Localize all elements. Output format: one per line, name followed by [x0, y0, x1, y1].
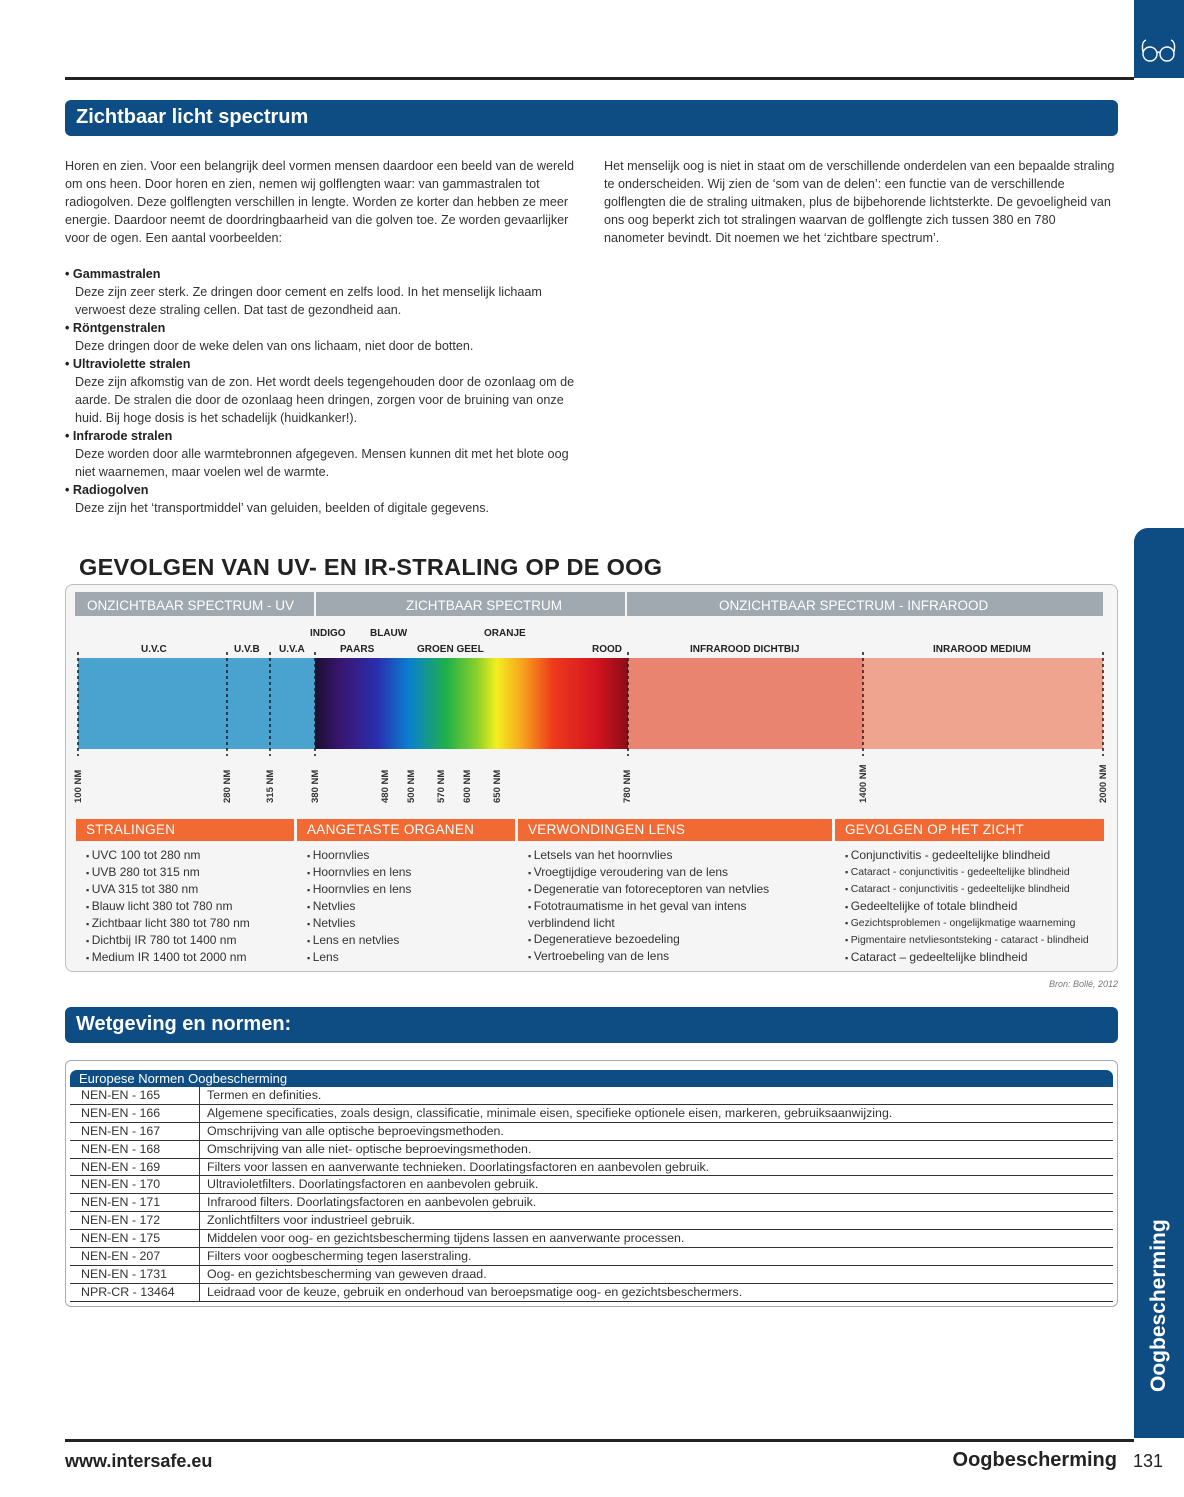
- effects-column-organen: [297, 819, 515, 969]
- list-item: ▪ Blauw licht 380 tot 780 nm: [86, 898, 294, 915]
- tick-label-280: 280 NM: [222, 769, 233, 803]
- uv-header-label: ONZICHTBAAR SPECTRUM - UV: [87, 598, 295, 613]
- norms-table: [65, 1060, 1118, 1307]
- band-label-uva: U.V.A: [279, 644, 305, 655]
- section-title-norms: Wetgeving en normen:: [65, 1007, 1118, 1043]
- list-item: ▪ UVC 100 tot 280 nm: [86, 847, 294, 864]
- list-item: ▪ UVA 315 tot 380 nm: [86, 881, 294, 898]
- tick-label-600: 600 NM: [462, 769, 473, 803]
- tick-label-380: 380 NM: [310, 769, 321, 803]
- ir-medium-band: [863, 658, 1103, 749]
- list-item: ▪ Vertroebeling van de lens: [528, 948, 832, 965]
- effects-header: STRALINGEN: [76, 819, 294, 841]
- uv-band: [78, 658, 315, 749]
- band-label-uvc: U.V.C: [141, 644, 167, 655]
- chart-source: Bron: Bollé, 2012: [1048, 979, 1118, 989]
- band-label-paars: PAARS: [340, 644, 375, 655]
- table-row: NEN-EN - 168 Omschrijving van alle niet- optische beproevingsmethoden.: [70, 1141, 1113, 1159]
- effects-header: VERWONDINGEN LENS: [518, 819, 832, 841]
- list-item: ▪ UVB 280 tot 315 nm: [86, 864, 294, 881]
- list-item: ▪ Letsels van het hoornvlies: [528, 847, 832, 864]
- list-item: ▪ Zichtbaar licht 380 tot 780 nm: [86, 915, 294, 932]
- band-label-ir-medium: INRAROOD MEDIUM: [933, 644, 1031, 655]
- tick-label-650: 650 NM: [492, 769, 503, 803]
- table-row: NPR-CR - 13464 Leidraad voor de keuze, gebruik en onderhoud van beroepsmatige oog- en gezichtsbeschermers.: [70, 1284, 1113, 1302]
- list-item: ▪ Conjunctivitis - gedeeltelijke blindheid: [845, 847, 1104, 864]
- chart-title: GEVOLGEN VAN UV- EN IR-STRALING OP DE OOG: [79, 554, 663, 580]
- tick-label-100: 100 NM: [73, 769, 84, 803]
- tick-label-2000: 2000 NM: [1098, 764, 1109, 803]
- table-row: NEN-EN - 167 Omschrijving van alle optische beproevingsmethoden.: [70, 1123, 1113, 1141]
- list-item: ▪ Degeneratie van fotoreceptoren van netvlies: [528, 881, 832, 898]
- tick-label-570: 570 NM: [436, 769, 447, 803]
- table-row: NEN-EN - 207 Filters voor oogbescherming tegen laserstraling.: [70, 1248, 1113, 1266]
- intro-paragraph: Horen en zien. Voor een belangrijk deel vormen mensen daardoor een beeld van de wereld om ons heen. Door horen en zien, nemen wij golflengten waar: van gammastralen tot radiogolven. Deze golflengten verschillen in lengte. Worden ze korter dan hebben ze meer energie. Daardoor neemt de doordringbaarheid van die golven toe. Ze worden gevaarlijker voor de ogen. Een aantal voorbeelden:: [65, 159, 574, 245]
- list-item: ▪ Lens en netvlies: [307, 932, 515, 949]
- tick-label-500: 500 NM: [406, 769, 417, 803]
- footer-section-title: Oogbescherming: [952, 1449, 1117, 1471]
- list-item: ▪ Cataract - conjunctivitis - gedeeltelijke blindheid: [845, 864, 1104, 881]
- list-item: ▪ Hoornvlies: [307, 847, 515, 864]
- list-item: • Ultraviolette stralen Deze zijn afkomstig van de zon. Het wordt deels tegengehouden door de ozonlaag om de aarde. De stralen die door de ozonlaag heen dringen, zorgen voor de bruining van onze huid. Bij hoge dosis is het schadelijk (huidkanker!).: [65, 355, 580, 427]
- tick-label-780: 780 NM: [622, 769, 633, 803]
- list-item: ▪ Medium IR 1400 tot 2000 nm: [86, 949, 294, 966]
- norms-table-body: [70, 1087, 1113, 1302]
- list-item: ▪ Cataract - conjunctivitis - gedeeltelijke blindheid: [845, 881, 1104, 898]
- table-row: NEN-EN - 171 Infrarood filters. Doorlatingsfactoren en aanbevolen gebruik.: [70, 1194, 1113, 1212]
- band-label-ir-near: INFRAROOD DICHTBIJ: [690, 644, 800, 655]
- spectrum-paragraph: Het menselijk oog is niet in staat om de verschillende onderdelen van een bepaalde straling te onderscheiden. Wij zien de ‘som van de delen’: een functie van de verschillende golflengten die de straling uitmaken, plus de bijbehorende lichtsterkte. De gevoeligheid van ons oog beperkt zich tot stralingen waarvan de golflengte zich tussen 380 en 780 nanometer bevindt. Dit noemen we het ‘zichtbare spectrum’.: [604, 159, 1115, 245]
- visible-header-label: ZICHTBAAR SPECTRUM: [406, 598, 563, 613]
- side-tab-label: Oogbescherming: [1147, 1219, 1170, 1392]
- band-label-blauw: BLAUW: [370, 628, 408, 639]
- list-item: ▪ Degeneratieve bezoedeling: [528, 931, 832, 948]
- norms-table-header: Europese Normen Oogbescherming: [70, 1070, 1113, 1087]
- table-row: NEN-EN - 170 Ultravioletfilters. Doorlatingsfactoren en aanbevolen gebruik.: [70, 1176, 1113, 1194]
- visible-band: [315, 658, 628, 749]
- band-label-oranje: ORANJE: [484, 628, 526, 639]
- page-number: 131: [1133, 1451, 1164, 1471]
- table-row: NEN-EN - 165 Termen en definities.: [70, 1087, 1113, 1105]
- ir-near-band: [628, 658, 863, 749]
- section-title-spectrum: Zichtbaar licht spectrum: [65, 100, 1118, 136]
- effects-column-zicht: [835, 819, 1104, 969]
- tick-label-1400: 1400 NM: [858, 764, 869, 803]
- footer-url[interactable]: www.intersafe.eu: [65, 1451, 213, 1471]
- list-item: • Röntgenstralen Deze dringen door de weke delen van ons lichaam, niet door de botten.: [65, 319, 580, 355]
- list-item: ▪ Netvlies: [307, 898, 515, 915]
- list-item: ▪ Netvlies: [307, 915, 515, 932]
- list-item: ▪ Hoornvlies en lens: [307, 864, 515, 881]
- list-item: ▪ Fototraumatisme in het geval van intens verblindend licht: [528, 898, 758, 931]
- table-row: NEN-EN - 169 Filters voor lassen en aanverwante technieken. Doorlatingsfactoren en aanbevolen gebruik.: [70, 1159, 1113, 1177]
- tick-label-315: 315 NM: [265, 769, 276, 803]
- tick-label-480: 480 NM: [380, 769, 391, 803]
- list-item: ▪ Pigmentaire netvliesontsteking - cataract - blindheid: [845, 932, 1104, 949]
- table-row: NEN-EN - 1731 Oog- en gezichtsbescherming van geweven draad.: [70, 1266, 1113, 1284]
- list-item: • Radiogolven Deze zijn het ‘transportmiddel’ van geluiden, beelden of digitale gegevens.: [65, 481, 580, 517]
- band-label-indigo: INDIGO: [310, 628, 346, 639]
- band-label-uvb: U.V.B: [234, 644, 260, 655]
- effects-column-lens: [518, 819, 832, 969]
- band-label-groen-geel: GROEN GEEL: [417, 644, 484, 655]
- table-row: NEN-EN - 175 Middelen voor oog- en gezichtsbescherming tijdens lassen en aanverwante processen.: [70, 1230, 1113, 1248]
- effects-header: AANGETASTE ORGANEN: [297, 819, 515, 841]
- band-label-rood: ROOD: [592, 644, 622, 655]
- list-item: ▪ Lens: [307, 949, 515, 966]
- list-item: ▪ Dichtbij IR 780 tot 1400 nm: [86, 932, 294, 949]
- effects-header: GEVOLGEN OP HET ZICHT: [835, 819, 1104, 841]
- list-item: ▪ Vroegtijdige veroudering van de lens: [528, 864, 832, 881]
- bottom-rule: [65, 1439, 1134, 1442]
- list-item: ▪ Cataract – gedeeltelijke blindheid: [845, 949, 1104, 966]
- list-item: ▪ Gezichtsproblemen - ongelijkmatige waarneming: [845, 915, 1104, 932]
- tick-labels: [73, 764, 1109, 803]
- list-item: • Gammastralen Deze zijn zeer sterk. Ze dringen door cement en zelfs lood. In het menselijk lichaam verwoest deze straling cellen. Dat tast de gezondheid aan.: [65, 265, 580, 319]
- list-item: • Infrarode stralen Deze worden door alle warmtebronnen afgegeven. Mensen kunnen dit met het blote oog niet waarnemen, maar voelen wel de warmte.: [65, 427, 580, 481]
- list-item: ▪ Hoornvlies en lens: [307, 881, 515, 898]
- ir-header-label: ONZICHTBAAR SPECTRUM - INFRAROOD: [719, 598, 989, 613]
- list-item: ▪ Gedeeltelijke of totale blindheid: [845, 898, 1104, 915]
- table-row: NEN-EN - 166 Algemene specificaties, zoals design, classificatie, minimale eisen, specifieke optionele eisen, markeren, gebruiksaanwijzing.: [70, 1105, 1113, 1123]
- effects-column-stralingen: [76, 819, 294, 969]
- table-row: NEN-EN - 172 Zonlichtfilters voor industrieel gebruik.: [70, 1212, 1113, 1230]
